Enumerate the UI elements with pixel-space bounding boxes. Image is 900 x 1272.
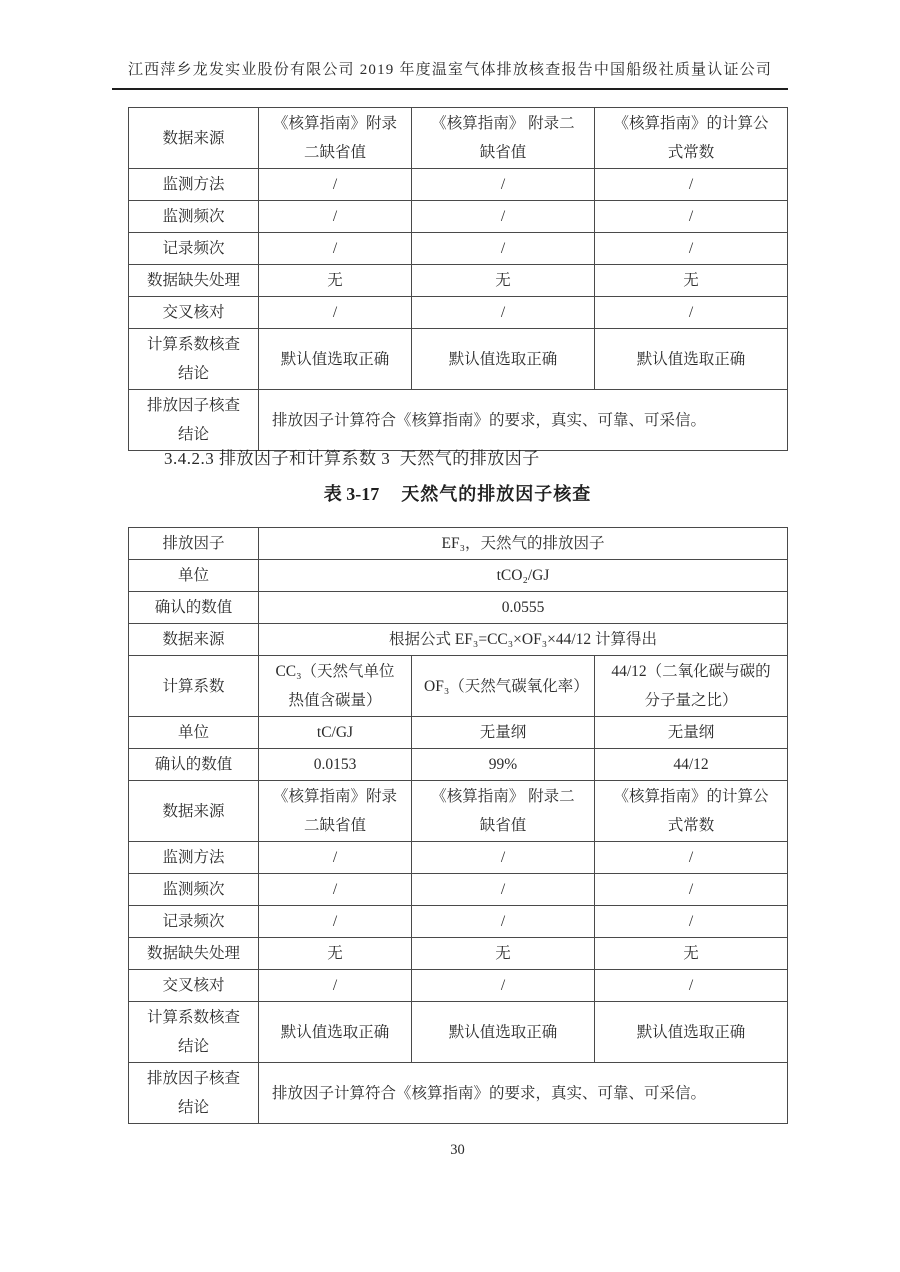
section-heading: 3.4.2.3 排放因子和计算系数 3 天然气的排放因子 (164, 449, 540, 468)
row-label: 计算系数核查结论 (129, 329, 259, 390)
table-cell: 《核算指南》 附录二缺省值 (412, 108, 595, 169)
table-row (129, 329, 788, 390)
table-cell: 99% (412, 749, 595, 781)
row-label: 交叉核对 (129, 297, 259, 329)
table-row (129, 781, 788, 842)
table-cell: 0.0555 (259, 592, 788, 624)
table-row (129, 656, 788, 717)
header-text: 江西萍乡龙发实业股份有限公司 2019 年度温室气体排放核查报告中国船级社质量认证公司 (127, 62, 773, 78)
row-label: 排放因子核查结论 (129, 1063, 259, 1124)
table-cell: / (412, 874, 595, 906)
table-cell: / (259, 906, 412, 938)
table-row (129, 528, 788, 560)
table-cell: OF₃（天然气碳氧化率） (412, 656, 595, 717)
table-row (129, 749, 788, 781)
row-label: 单位 (129, 560, 259, 592)
row-label: 确认的数值 (129, 749, 259, 781)
row-label: 数据缺失处理 (129, 265, 259, 297)
table-cell: 《核算指南》的计算公式常数 (595, 108, 788, 169)
table-cell: / (259, 297, 412, 329)
table-cell: / (259, 842, 412, 874)
table-cell: 默认值选取正确 (412, 1002, 595, 1063)
table-cell: / (595, 201, 788, 233)
table-cell: 默认值选取正确 (259, 329, 412, 390)
table-cell: / (595, 169, 788, 201)
table-cell: 默认值选取正确 (595, 329, 788, 390)
table-cell: / (259, 970, 412, 1002)
table-cell: / (412, 233, 595, 265)
row-label: 数据来源 (129, 781, 259, 842)
conclusion-cell: 排放因子计算符合《核算指南》的要求，真实、可靠、可采信。 (259, 390, 788, 451)
table-cell: 44/12（二氧化碳与碳的分子量之比） (595, 656, 788, 717)
table-cell: / (595, 297, 788, 329)
table-cell: 无 (595, 265, 788, 297)
table-row (129, 1063, 788, 1124)
table-cell: 《核算指南》的计算公式常数 (595, 781, 788, 842)
table-cell: / (412, 169, 595, 201)
table-row (129, 592, 788, 624)
table-cell: 0.0153 (259, 749, 412, 781)
table-cell: 无 (412, 938, 595, 970)
row-label: 数据缺失处理 (129, 938, 259, 970)
table-cell: / (412, 970, 595, 1002)
page-header (112, 58, 788, 90)
table-row (129, 624, 788, 656)
row-label: 单位 (129, 717, 259, 749)
row-label: 确认的数值 (129, 592, 259, 624)
table-row (129, 1002, 788, 1063)
table-cell: 《核算指南》附录二缺省值 (259, 108, 412, 169)
row-label: 数据来源 (129, 108, 259, 169)
table-cell: 默认值选取正确 (259, 1002, 412, 1063)
table-row (129, 970, 788, 1002)
table-caption-title: 天然气的排放因子核查 (401, 484, 592, 504)
row-label: 数据来源 (129, 624, 259, 656)
table-cell: / (259, 169, 412, 201)
table-cell: 默认值选取正确 (412, 329, 595, 390)
table-cell: 《核算指南》 附录二缺省值 (412, 781, 595, 842)
table-cell: EF₃，天然气的排放因子 (259, 528, 788, 560)
table-cell: 无 (259, 265, 412, 297)
table-cell: / (259, 201, 412, 233)
natural-gas-emission-factor-table (128, 527, 788, 1124)
table-caption-number: 表 3-17 (323, 484, 380, 504)
table-cell: 默认值选取正确 (595, 1002, 788, 1063)
row-label: 排放因子 (129, 528, 259, 560)
table-cell: 无量纲 (595, 717, 788, 749)
table-cell: 无 (412, 265, 595, 297)
table-cell: / (595, 970, 788, 1002)
table-cell: / (412, 842, 595, 874)
row-label: 交叉核对 (129, 970, 259, 1002)
row-label: 排放因子核查结论 (129, 390, 259, 451)
table-row (129, 297, 788, 329)
table-cell: / (412, 201, 595, 233)
table-cell: / (595, 842, 788, 874)
table-cell: / (412, 297, 595, 329)
page-number: 30 (450, 1142, 465, 1158)
row-label: 监测频次 (129, 201, 259, 233)
table-cell: 无 (259, 938, 412, 970)
table-cell: / (259, 233, 412, 265)
table-row (129, 201, 788, 233)
table-cell: / (595, 233, 788, 265)
row-label: 监测频次 (129, 874, 259, 906)
table-cell: 根据公式 EF₃=CC₃×OF₃×44/12 计算得出 (259, 624, 788, 656)
table-cell: 《核算指南》附录二缺省值 (259, 781, 412, 842)
table-row (129, 233, 788, 265)
row-label: 记录频次 (129, 233, 259, 265)
table-row (129, 169, 788, 201)
table-cell: 无量纲 (412, 717, 595, 749)
emission-factor-verification-table-continued (128, 107, 788, 451)
table-cell: 44/12 (595, 749, 788, 781)
table-row (129, 717, 788, 749)
row-label: 监测方法 (129, 169, 259, 201)
table-row (129, 560, 788, 592)
table-cell: / (412, 906, 595, 938)
table-row (129, 108, 788, 169)
table-cell: / (595, 906, 788, 938)
table-row (129, 938, 788, 970)
conclusion-cell: 排放因子计算符合《核算指南》的要求，真实、可靠、可采信。 (259, 1063, 788, 1124)
table-row (129, 265, 788, 297)
table-cell: / (595, 874, 788, 906)
table-row (129, 390, 788, 451)
table-cell: tCO₂/GJ (259, 560, 788, 592)
table-cell: CC₃（天然气单位热值含碳量） (259, 656, 412, 717)
table-caption (128, 480, 787, 506)
table-cell: / (259, 874, 412, 906)
table-cell: tC/GJ (259, 717, 412, 749)
row-label: 监测方法 (129, 842, 259, 874)
row-label: 记录频次 (129, 906, 259, 938)
table-row (129, 906, 788, 938)
table-cell: 无 (595, 938, 788, 970)
table-row (129, 842, 788, 874)
table-row (129, 874, 788, 906)
row-label: 计算系数 (129, 656, 259, 717)
row-label: 计算系数核查结论 (129, 1002, 259, 1063)
